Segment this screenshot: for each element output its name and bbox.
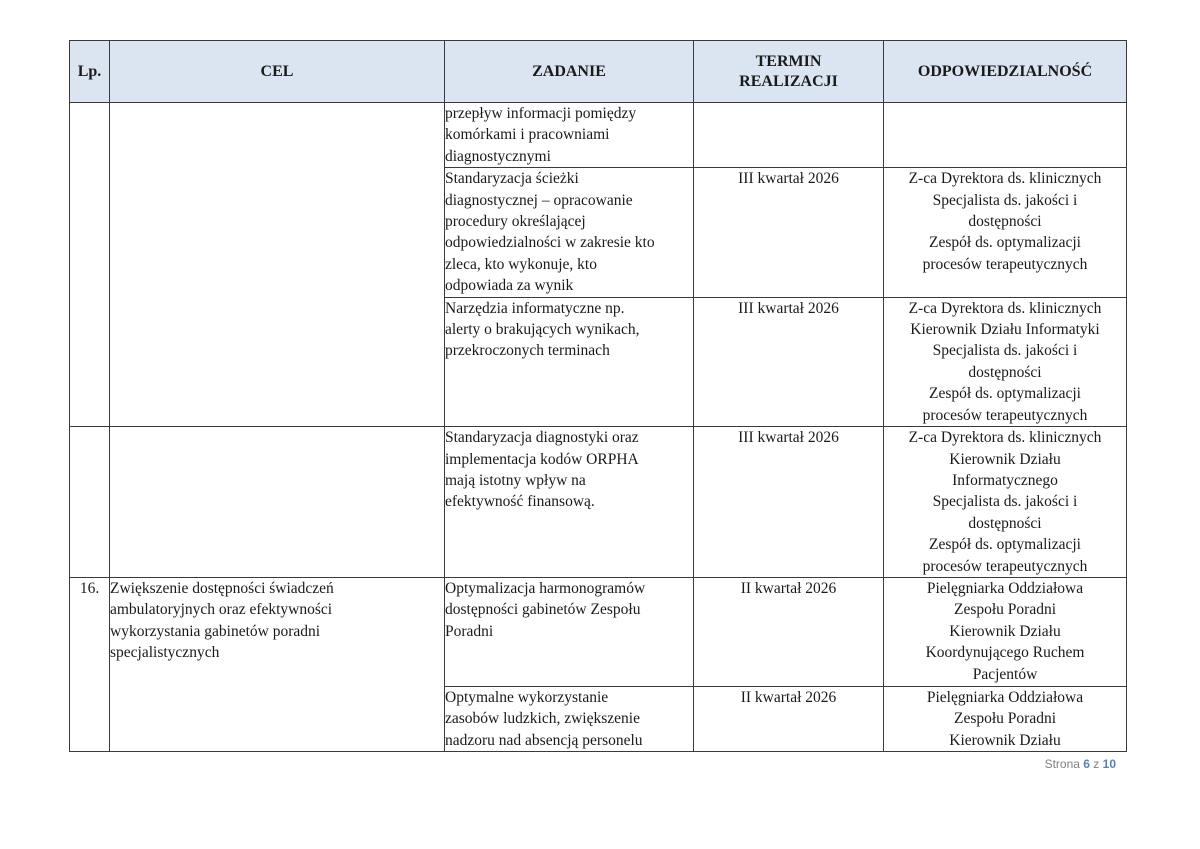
plan-table	[69, 40, 1127, 752]
lp-cell	[70, 103, 110, 427]
odpowiedzialnosc-cell	[884, 686, 1127, 751]
cell-line: dostępności	[968, 213, 1042, 231]
cell-line: procesów terapeutycznych	[922, 406, 1088, 424]
header-odpowiedzialnosc: ODPOWIEDZIALNOŚĆ	[884, 41, 1127, 103]
header-termin-line: REALIZACJI	[739, 72, 838, 90]
cell-line: przekroczonych terminach	[445, 342, 610, 360]
odpowiedzialnosc-cell	[884, 103, 1127, 168]
cell-line: implementacja kodów ORPHA	[445, 450, 639, 468]
cell-line: Standaryzacja ścieżki	[445, 170, 579, 188]
cell-line: Z-ca Dyrektora ds. klinicznych	[908, 170, 1102, 188]
zadanie-cell	[445, 427, 694, 578]
page-number-total: 10	[1102, 757, 1116, 771]
odpowiedzialnosc-cell	[884, 577, 1127, 686]
zadanie-cell	[445, 297, 694, 426]
cell-line: Zespół ds. optymalizacji	[929, 536, 1081, 554]
lp-cell	[70, 427, 110, 578]
cel-cell	[110, 427, 445, 578]
cell-line: Kierownik Działu	[949, 450, 1061, 468]
cell-line: nadzoru nad absencją personelu	[445, 731, 643, 749]
cell-line: Specjalista ds. jakości i	[932, 342, 1078, 360]
cell-line: Zespół ds. optymalizacji	[929, 234, 1081, 252]
cell-line: przepływ informacji pomiędzy	[445, 105, 637, 122]
cell-line: procesów terapeutycznych	[922, 557, 1088, 575]
cell-line: odpowiedzialności w zakresie kto	[445, 234, 655, 252]
cell-line: Standaryzacja diagnostyki oraz	[445, 429, 639, 447]
header-lp: Lp.	[70, 41, 110, 103]
cell-line: Informatycznego	[952, 471, 1058, 489]
lp-cell: 16.	[70, 577, 110, 751]
page-number-current: 6	[1083, 757, 1090, 771]
cell-line: Specjalista ds. jakości i	[932, 493, 1078, 511]
header-zadanie: ZADANIE	[445, 41, 694, 103]
cell-line: odpowiada za wynik	[445, 277, 574, 295]
cell-line: Kierownik Działu	[949, 731, 1061, 749]
cell-line: diagnostycznej – opracowanie	[445, 191, 633, 209]
cell-line: Z-ca Dyrektora ds. klinicznych	[908, 299, 1102, 317]
cell-line: komórkami i pracowniami	[445, 126, 610, 144]
zadanie-cell	[445, 686, 694, 751]
cell-line: mają istotny wpływ na	[445, 471, 586, 489]
cell-line: Kierownik Działu Informatyki	[910, 321, 1100, 339]
zadanie-cell	[445, 577, 694, 686]
header-row	[70, 41, 1127, 103]
cell-line: Zwiększenie dostępności świadczeń	[110, 579, 334, 597]
cel-cell	[110, 577, 445, 751]
page-number-prefix: Strona	[1044, 757, 1080, 771]
odpowiedzialnosc-cell	[884, 427, 1127, 578]
cell-line: Specjalista ds. jakości i	[932, 191, 1078, 209]
cell-line: Zespołu Poradni	[953, 710, 1057, 728]
cell-line: Poradni	[445, 622, 494, 640]
termin-cell: III kwartał 2026	[694, 168, 884, 297]
zadanie-cell	[445, 103, 694, 168]
cell-line: Optymalne wykorzystanie	[445, 688, 609, 706]
cell-line: Z-ca Dyrektora ds. klinicznych	[908, 429, 1102, 447]
header-cel: CEL	[110, 41, 445, 103]
termin-cell: III kwartał 2026	[694, 427, 884, 578]
table-row	[70, 103, 1127, 168]
cell-line: alerty o brakujących wynikach,	[445, 321, 640, 339]
cell-line: zasobów ludzkich, zwiększenie	[445, 710, 640, 728]
odpowiedzialnosc-cell	[884, 168, 1127, 297]
cell-line: Pielęgniarka Oddziałowa	[926, 579, 1084, 597]
cell-line: Koordynującego Ruchem	[925, 644, 1085, 662]
cell-line: specjalistycznych	[110, 644, 220, 662]
cell-line: Pacjentów	[972, 665, 1038, 683]
cell-line: Narzędzia informatyczne np.	[445, 299, 625, 317]
cell-line: Zespołu Poradni	[953, 601, 1057, 619]
cell-line: Kierownik Działu	[949, 622, 1061, 640]
odpowiedzialnosc-cell	[884, 297, 1127, 426]
cell-line: wykorzystania gabinetów poradni	[110, 622, 321, 640]
zadanie-cell	[445, 168, 694, 297]
table-header	[70, 41, 1127, 103]
table-row	[70, 427, 1127, 578]
cell-line: Zespół ds. optymalizacji	[929, 385, 1081, 403]
cell-line: Pielęgniarka Oddziałowa	[926, 688, 1084, 706]
cell-line: dostępności	[968, 514, 1042, 532]
page-number-sep: z	[1093, 757, 1100, 771]
termin-cell: II kwartał 2026	[694, 577, 884, 686]
cell-line: diagnostycznymi	[445, 147, 551, 165]
cell-line: efektywność finansową.	[445, 493, 595, 511]
termin-cell	[694, 103, 884, 168]
termin-cell: III kwartał 2026	[694, 297, 884, 426]
header-termin-line: TERMIN	[755, 52, 822, 70]
header-termin	[694, 41, 884, 103]
table-row	[70, 577, 1127, 686]
cell-line: dostępności	[968, 363, 1042, 381]
cell-line: dostępności gabinetów Zespołu	[445, 601, 641, 619]
cell-line: ambulatoryjnych oraz efektywności	[110, 601, 333, 619]
page-number	[1045, 757, 1116, 771]
cell-line: procedury określającej	[445, 213, 586, 231]
termin-cell: II kwartał 2026	[694, 686, 884, 751]
cell-line: Optymalizacja harmonogramów	[445, 579, 646, 597]
cel-cell	[110, 103, 445, 427]
cell-line: zleca, kto wykonuje, kto	[445, 255, 597, 273]
cell-line: procesów terapeutycznych	[922, 255, 1088, 273]
